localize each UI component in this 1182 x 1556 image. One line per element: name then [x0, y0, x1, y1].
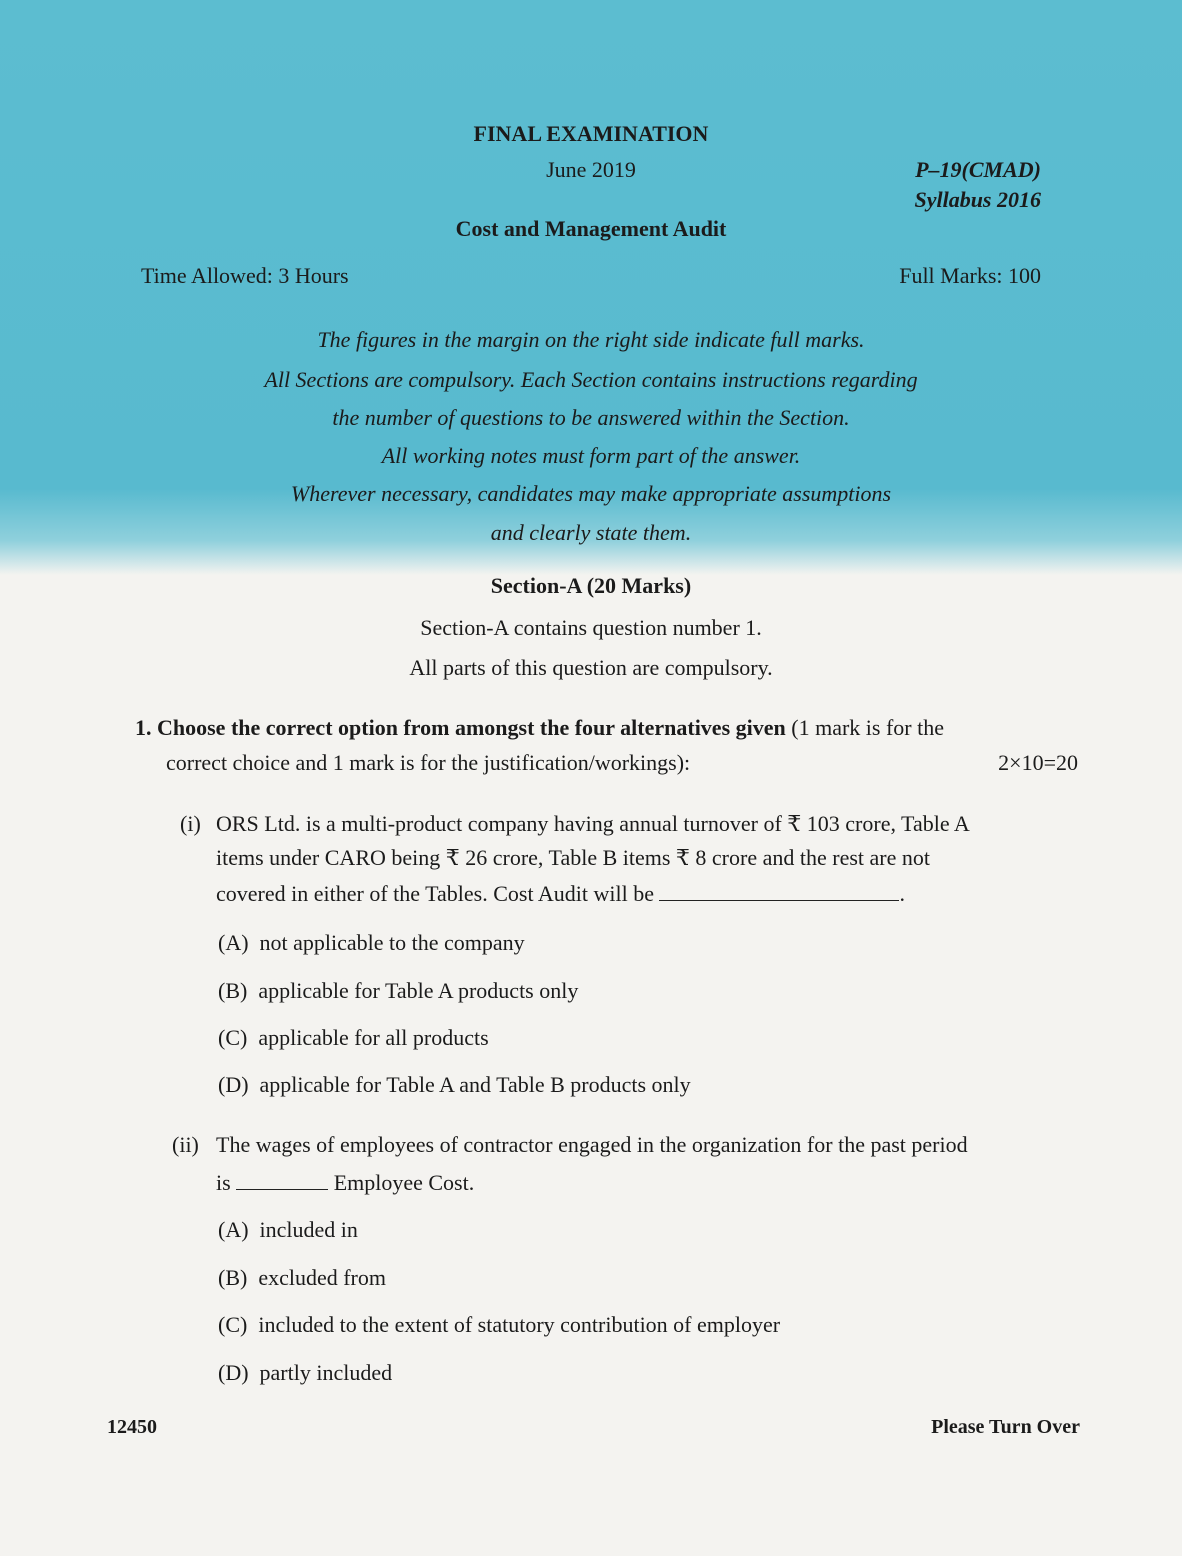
part-label: (ii) [172, 1132, 199, 1157]
part-ii-line [216, 1169, 474, 1197]
section-title: Section-A (20 Marks) [490, 573, 692, 598]
option-d: (D) partly included [218, 1360, 393, 1385]
exam-title: FINAL EXAMINATION [473, 121, 709, 146]
option-b: (B) excluded from [218, 1265, 386, 1290]
syllabus: Syllabus 2016 [914, 187, 1041, 212]
instruction-line: All working notes must form part of the answer. [381, 443, 801, 468]
question-1-bold-text: Choose the correct option from amongst the four alternatives given [157, 715, 786, 740]
option-d: (D) applicable for Table A and Table B products only [218, 1072, 691, 1097]
part-ii-text: Employee Cost. [333, 1170, 475, 1195]
part-i-text: covered in either of the Tables. Cost Audit will be [216, 881, 654, 906]
part-label: (i) [180, 811, 201, 836]
question-number: 1. [135, 715, 152, 740]
instruction-line: Wherever necessary, candidates may make appropriate assumptions [290, 481, 892, 506]
exam-date: June 2019 [546, 157, 636, 182]
paper-code: P–19(CMAD) [915, 157, 1041, 182]
answer-blank [659, 882, 899, 901]
question-1-line1 [135, 714, 944, 742]
full-marks: Full Marks: 100 [899, 263, 1041, 288]
option-b: (B) applicable for Table A products only [218, 978, 579, 1003]
question-1-marks: 2×10=20 [998, 750, 1078, 775]
option-a: (A) included in [218, 1217, 358, 1242]
option-c: (C) included to the extent of statutory contribution of employer [218, 1312, 781, 1337]
instruction-line: the number of questions to be answered within the Section. [332, 405, 850, 430]
section-note: All parts of this question are compulsory. [409, 655, 773, 680]
footer-code: 12450 [107, 1416, 157, 1438]
question-1-text: (1 mark is for the [785, 715, 944, 740]
part-ii-text: is [216, 1170, 231, 1195]
section-note: Section-A contains question number 1. [420, 615, 762, 640]
instruction-line: and clearly state them. [490, 520, 692, 545]
instruction-line: The figures in the margin on the right side indicate full marks. [317, 327, 865, 352]
part-i-line: covered in either of the Tables. Cost Audit will be . [216, 881, 905, 906]
subject-title: Cost and Management Audit [455, 216, 727, 241]
part-i-line: ORS Ltd. is a multi-product company having annual turnover of ₹ 103 crore, Table A [216, 811, 970, 836]
instruction-line: All Sections are compulsory. Each Section contains instructions regarding [264, 367, 918, 392]
option-c: (C) applicable for all products [218, 1025, 489, 1050]
answer-blank [236, 1171, 328, 1190]
question-1-line2: correct choice and 1 mark is for the justification/workings): [166, 750, 691, 775]
option-a: (A) not applicable to the company [218, 930, 525, 955]
part-ii-line: The wages of employees of contractor engaged in the organization for the past period [216, 1132, 968, 1157]
time-allowed: Time Allowed: 3 Hours [141, 263, 349, 288]
part-i-line: items under CARO being ₹ 26 crore, Table B items ₹ 8 crore and the rest are not [216, 845, 930, 870]
please-turn-over: Please Turn Over [931, 1416, 1080, 1438]
